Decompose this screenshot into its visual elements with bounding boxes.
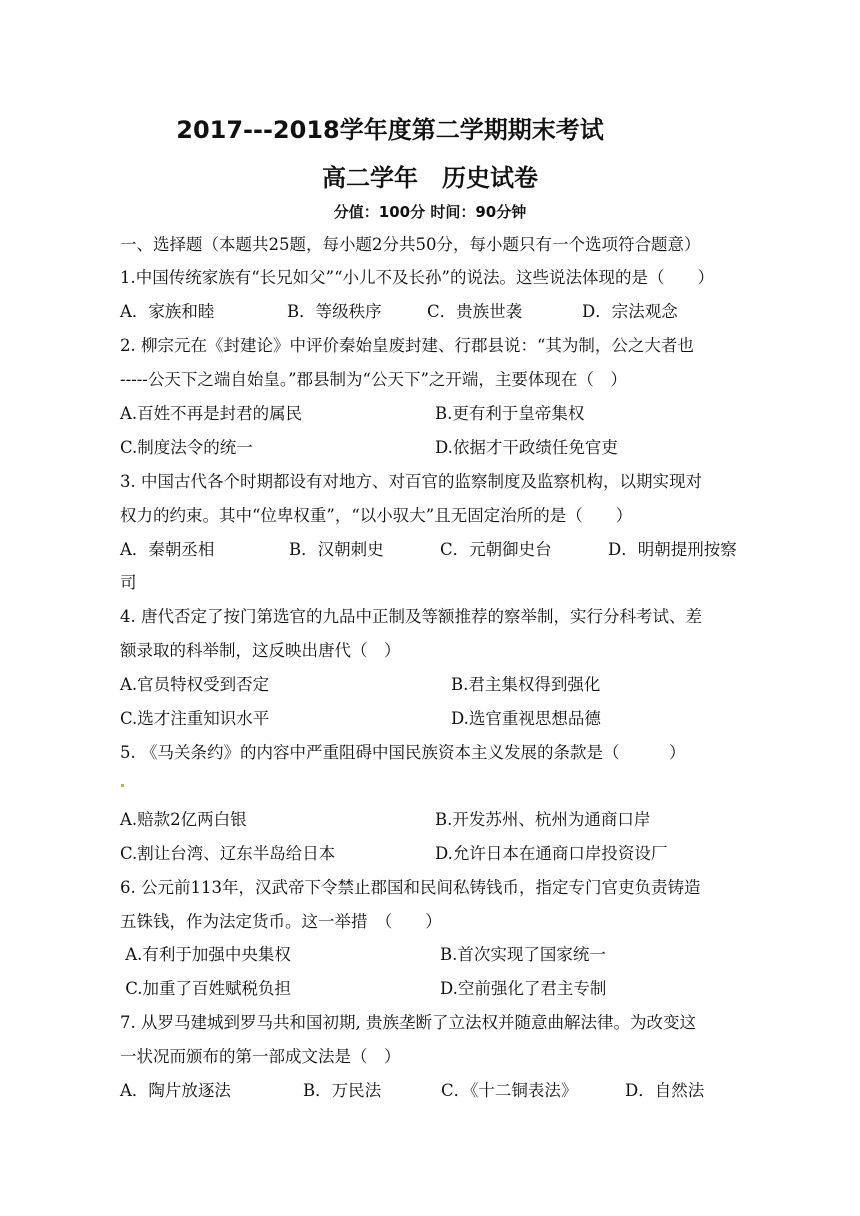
- question-1-option-a: A．家族和睦: [120, 302, 215, 321]
- question-7-option-d: D．自然法: [625, 1081, 705, 1100]
- question-4-stem-line-1: 4. 唐代否定了按门第选官的九品中正制及等额推荐的察举制，实行分科考试、差: [120, 607, 702, 626]
- question-6-option-c: C.加重了百姓赋税负担: [120, 979, 292, 998]
- question-4-option-c: C.选才注重知识水平: [120, 709, 270, 728]
- question-7-stem-line-2: 一状况而颁布的第一部成文法是（ ）: [120, 1047, 401, 1066]
- question-3-stem-line-2: 权力的约束。其中“位卑权重”，“以小驭大”且无固定治所的是（ ）: [120, 506, 633, 525]
- question-6-stem-line-1: 6. 公元前113年，汉武帝下令禁止郡国和民间私铸钱币，指定专门官吏负责铸造: [120, 878, 701, 897]
- question-2-option-b: B.更有利于皇帝集权: [435, 404, 585, 423]
- question-7-option-a: A．陶片放逐法: [120, 1081, 231, 1100]
- section-instruction: 一、选择题（本题共25题，每小题2分共50分，每小题只有一个选项符合题意）: [120, 235, 701, 254]
- question-5-option-d: D.允许日本在通商口岸投资设厂: [435, 844, 668, 863]
- question-4-option-a: A.官员特权受到否定: [120, 675, 270, 694]
- question-2-option-a: A.百姓不再是封君的属民: [120, 404, 303, 423]
- question-2-stem-line-2: -----公天下之端自始皇。”郡县制为“公天下”之开端，主要体现在（ ）: [120, 370, 627, 389]
- question-5-option-a: A.赔款2亿两白银: [120, 810, 247, 829]
- question-1-option-d: D．宗法观念: [582, 302, 678, 321]
- question-1-option-b: B．等级秩序: [287, 302, 382, 321]
- question-7-stem-line-1: 7. 从罗马建城到罗马共和国初期, 贵族垄断了立法权并随意曲解法律。为改变这: [120, 1013, 696, 1032]
- question-4-option-b: B.君主集权得到强化: [451, 675, 601, 694]
- question-3-option-d-wrap: 司: [120, 573, 137, 592]
- exam-title: [0, 110, 860, 145]
- exam-subtitle: 高二学年 历史试卷: [322, 164, 538, 192]
- question-4-option-d: D.选官重视思想品德: [451, 709, 601, 728]
- question-2-option-c: C.制度法令的统一: [120, 438, 253, 457]
- question-5-option-c: C.割让台湾、辽东半岛给日本: [120, 844, 336, 863]
- question-6-option-b: B.首次实现了国家统一: [440, 945, 606, 964]
- question-2-stem-line-1: 2. 柳宗元在《封建论》中评价秦始皇废封建、行郡县说：“其为制，公之大者也: [120, 336, 694, 355]
- question-4-stem-line-2: 额录取的科举制，这反映出唐代（ ）: [120, 641, 401, 660]
- score-time-line: 分值：100分 时间：90分钟: [333, 203, 527, 221]
- question-5-stem: 5. 《马关条约》的内容中严重阻碍中国民族资本主义发展的条款是（ ）: [120, 743, 686, 762]
- question-6-option-a: A.有利于加强中央集权: [120, 945, 291, 964]
- question-2-option-d: D.依据才干政绩任免官吏: [435, 438, 618, 457]
- question-6-stem-line-2: 五铢钱，作为法定货币。这一举措 （ ）: [120, 912, 442, 931]
- question-1-stem: 1.中国传统家族有“长兄如父”“小儿不及长孙”的说法。这些说法体现的是（ ）: [120, 268, 714, 287]
- question-3-option-d: D．明朝提刑按察: [608, 540, 737, 559]
- question-3-option-a: A．秦朝丞相: [120, 540, 215, 559]
- question-7-option-c: C．《十二铜表法》: [441, 1081, 578, 1100]
- question-3-option-c: C．元朝御史台: [440, 540, 552, 559]
- question-3-option-b: B．汉朝刺史: [289, 540, 384, 559]
- question-7-option-b: B．万民法: [303, 1081, 382, 1100]
- question-3-stem-line-1: 3. 中国古代各个时期都设有对地方、对百官的监察制度及监察机构，以期实现对: [120, 472, 702, 491]
- question-6-option-d: D.空前强化了君主专制: [440, 979, 607, 998]
- question-1-option-c: C．贵族世袭: [427, 302, 523, 321]
- question-5-option-b: B.开发苏州、杭州为通商口岸: [435, 810, 651, 829]
- stray-mark: [121, 784, 124, 787]
- exam-title-text: 2017---2018学年度第二学期期末考试: [176, 116, 604, 144]
